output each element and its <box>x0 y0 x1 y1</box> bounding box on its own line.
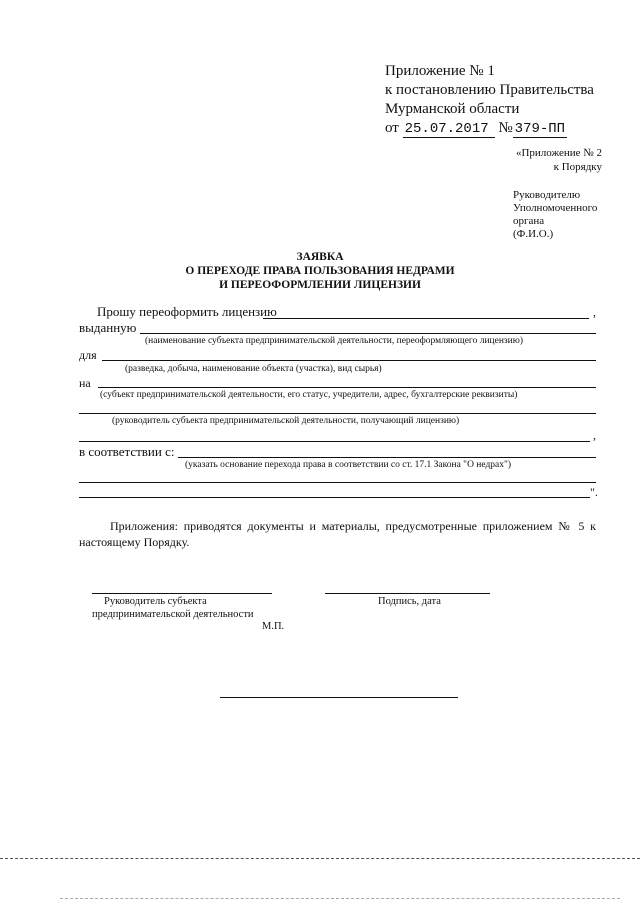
document-title <box>0 250 640 292</box>
head-line[interactable] <box>79 413 596 414</box>
issued-line[interactable] <box>140 333 596 334</box>
to-caption: (субъект предпринимательской деятельности, его статус, учредители, адрес, бухгалтерские реквизиты) <box>100 390 518 400</box>
accordance-line[interactable] <box>178 457 596 458</box>
title-line3: И ПЕРЕОФОРМЛЕНИИ ЛИЦЕНЗИИ <box>219 279 421 291</box>
addressee-line1: Руководителю <box>513 189 581 201</box>
addressee-line4: (Ф.И.О.) <box>513 228 554 240</box>
request-comma: , <box>593 305 596 319</box>
scan-artifact-line-2 <box>60 898 620 899</box>
sign-date-line[interactable] <box>325 593 490 594</box>
basis-line-1[interactable] <box>79 482 596 483</box>
appendix-date: 25.07.2017 <box>403 122 495 138</box>
to-line[interactable] <box>98 387 596 388</box>
attachments-text: Приложения: приводятся документы и материалы, предусмотренные приложением № 5 к настоящему Порядку. <box>79 519 596 549</box>
appendix-date-line <box>385 119 594 138</box>
head-signature-line[interactable] <box>92 593 272 594</box>
extra-comma: , <box>593 428 596 442</box>
scan-artifact-line <box>0 858 640 859</box>
sub-appendix-block <box>516 146 602 174</box>
to-label: на <box>79 376 91 390</box>
date-prefix: от <box>385 120 399 136</box>
addressee-line3: органа <box>513 215 545 227</box>
title-line2: О ПЕРЕХОДЕ ПРАВА ПОЛЬЗОВАНИЯ НЕДРАМИ <box>185 265 455 277</box>
head-signature-caption-2: предпринимательской деятельности <box>92 609 254 620</box>
head-signature-caption-1: Руководитель субъекта <box>104 596 207 607</box>
appendix-block <box>385 62 594 138</box>
basis-line-2[interactable] <box>79 497 590 498</box>
issued-label: выданную <box>79 320 137 335</box>
appendix-line2: к постановлению Правительства <box>385 82 594 98</box>
title-line1: ЗАЯВКА <box>296 251 344 263</box>
closing-rule <box>220 697 458 698</box>
accordance-caption: (указать основание перехода права в соответствии со ст. 17.1 Закона "О недрах") <box>185 460 512 470</box>
sub-appendix-line1: «Приложение № 2 <box>515 147 602 159</box>
for-label: для <box>79 348 97 362</box>
end-mark: ". <box>590 485 598 499</box>
request-label: Прошу переоформить лицензию <box>97 304 277 319</box>
extra-line[interactable] <box>79 441 590 442</box>
addressee-block <box>513 189 597 241</box>
appendix-number: 379-ПП <box>514 121 566 137</box>
for-line[interactable] <box>102 360 596 361</box>
request-line[interactable] <box>263 318 589 319</box>
for-caption: (разведка, добыча, наименование объекта (участка), вид сырья) <box>125 364 382 374</box>
issued-caption: (наименование субъекта предпринимательской деятельности, переоформляющего лицензию) <box>145 336 524 346</box>
appendix-line3: Мурманской области <box>385 101 520 117</box>
sub-appendix-line2: к Порядку <box>553 161 602 173</box>
accordance-label: в соответствии с: <box>79 444 175 459</box>
stamp-label: М.П. <box>262 621 285 632</box>
addressee-line2: Уполномоченного <box>513 202 598 214</box>
appendix-line1: Приложение № 1 <box>385 63 495 79</box>
head-caption: (руководитель субъекта предпринимательской деятельности, получающий лицензию) <box>112 416 460 426</box>
sign-date-caption: Подпись, дата <box>378 596 441 607</box>
number-prefix: № <box>498 120 513 136</box>
